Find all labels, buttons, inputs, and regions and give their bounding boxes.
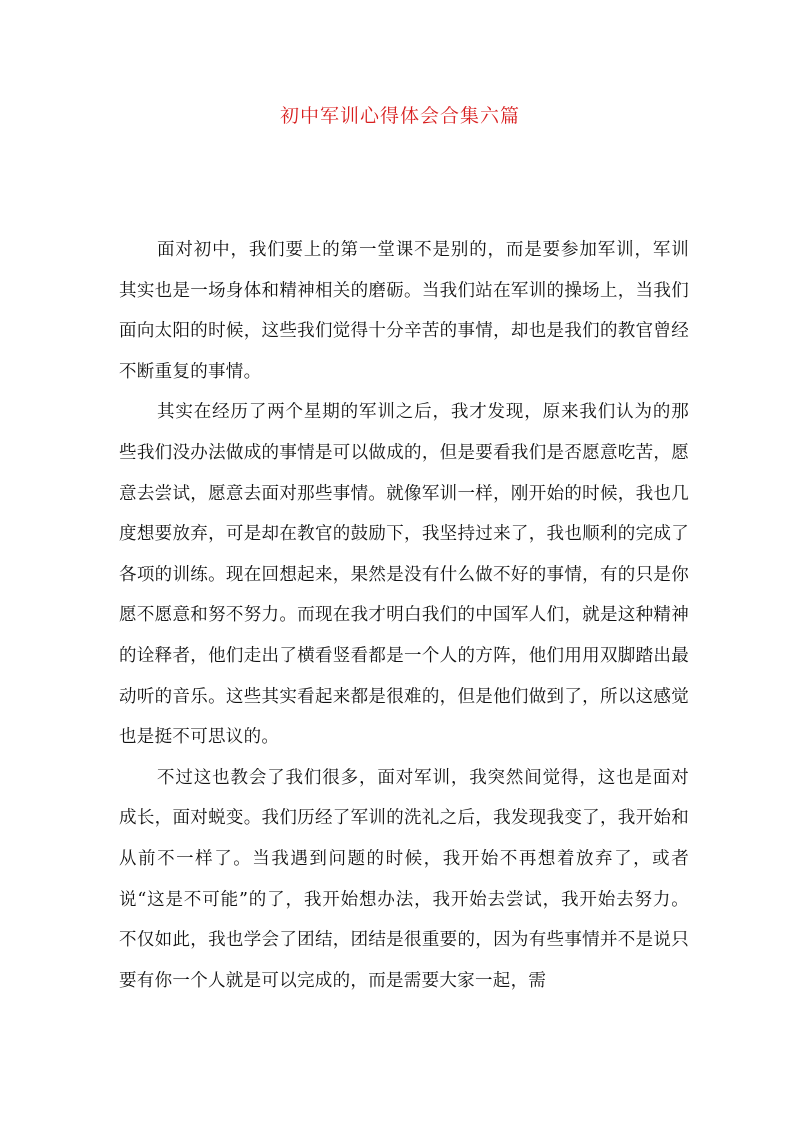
document-title: 初中军训心得体会合集六篇: [279, 105, 520, 127]
document-body: [119, 230, 689, 1001]
paragraph: 不过这也教会了我们很多，面对军训，我突然间觉得，这也是面对成长，面对蜕变。我们历经了军训的洗礼之后，我发现我变了，我开始和从前不一样了。当我遇到问题的时候，我开始不再想着放弃了，或者说“这是不可能”的了，我开始想办法，我开始去尝试，我开始去努力。不仅如此，我也学会了团结，团结是很重要的，因为有些事情并不是说只要有你一个人就是可以完成的，而是需要大家一起，需: [119, 767, 689, 991]
paragraph: 面对初中，我们要上的第一堂课不是别的，而是要参加军训，军训其实也是一场身体和精神相关的磨砺。当我们站在军训的操场上，当我们面向太阳的时候，这些我们觉得十分辛苦的事情，却也是我们的教官曾经不断重复的事情。: [119, 240, 689, 382]
paragraph: 其实在经历了两个星期的军训之后，我才发现，原来我们认为的那些我们没办法做成的事情是可以做成的，但是要看我们是否愿意吃苦，愿意去尝试，愿意去面对那些事情。就像军训一样，刚开始的时候，我也几度想要放弃，可是却在教官的鼓励下，我坚持过来了，我也顺利的完成了各项的训练。现在回想起来，果然是没有什么做不好的事情，有的只是你愿不愿意和努不努力。而现在我才明白我们的中国军人们，就是这种精神的诠释者，他们走出了横看竖看都是一个人的方阵，他们用用双脚踏出最动听的音乐。这些其实看起来都是很难的，但是他们做到了，所以这感觉也是挺不可思议的。: [119, 402, 689, 748]
